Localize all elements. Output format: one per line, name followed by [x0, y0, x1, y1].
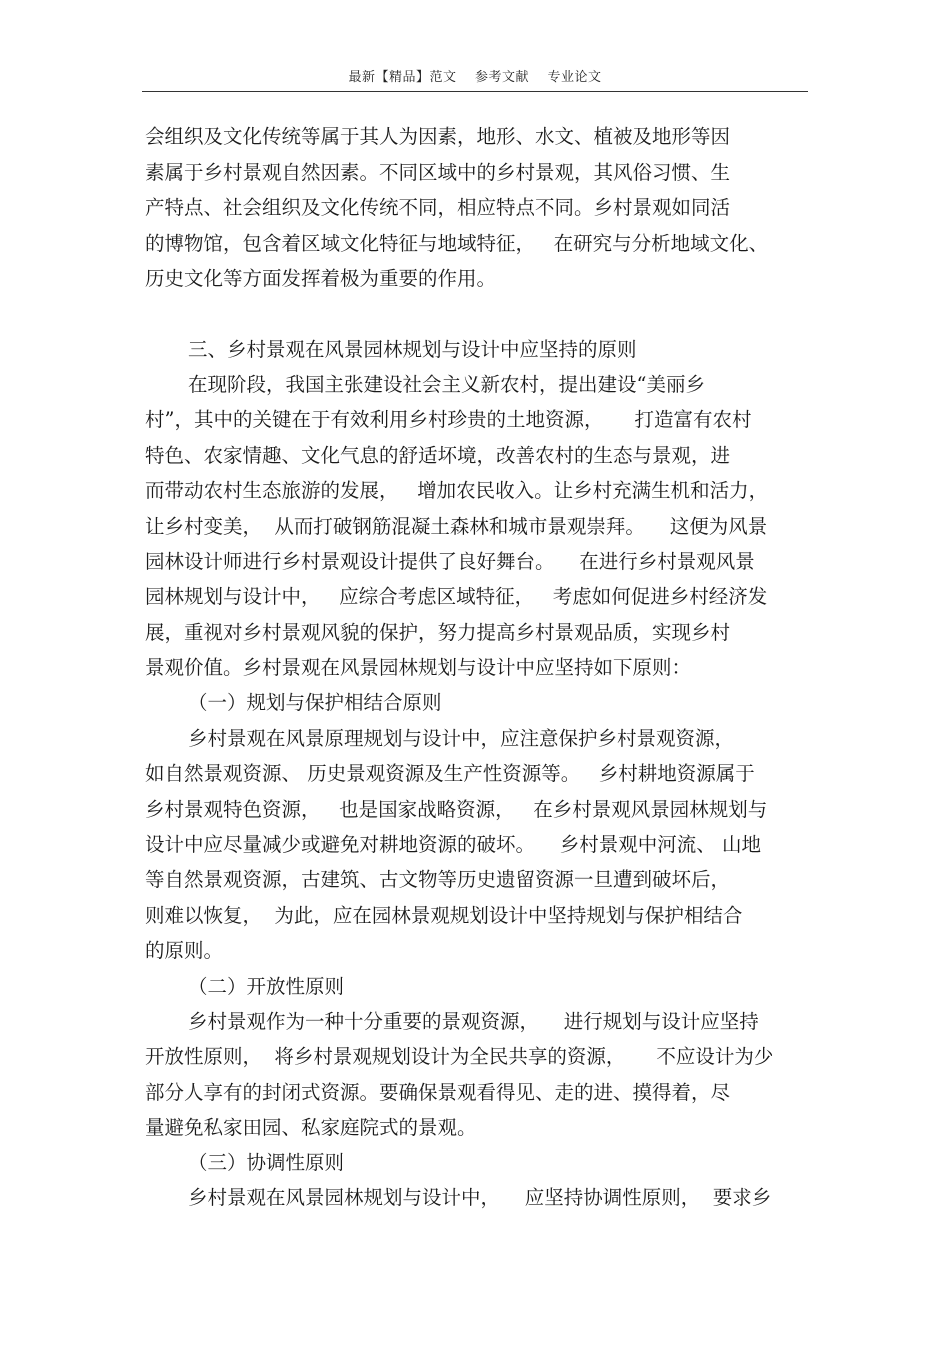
body-line: 园林规划与设计中， 应综合考虑区域特征， 考虑如何促进乡村经济发: [145, 585, 768, 608]
subsection-heading-1: （一）规划与保护相结合原则: [188, 691, 442, 714]
body-line: 历史文化等方面发挥着极为重要的作用。: [145, 267, 497, 290]
body-line: 展，重视对乡村景观风貌的保护，努力提高乡村景观品质，实现乡村: [145, 621, 731, 644]
body-line: 景观价值。乡村景观在风景园林规划与设计中应坚持如下原则：: [145, 656, 692, 679]
paragraph-first-line: 在现阶段，我国主张建设社会主义新农村，提出建设“美丽乡: [188, 373, 705, 396]
body-line: 设计中应尽量减少或避免对耕地资源的破坏。 乡村景观中河流、 山地: [145, 833, 761, 856]
body-line: 园林设计师进行乡村景观设计提供了良好舞台。 在进行乡村景观风景: [145, 550, 755, 573]
page-header: 最新【精品】范文 参考文献 专业论文: [348, 70, 602, 85]
body-line: 等自然景观资源，古建筑、古文物等历史遗留资源一旦遭到破坏后，: [145, 868, 731, 891]
body-line: 会组织及文化传统等属于其人为因素，地形、水文、植被及地形等因: [145, 125, 731, 148]
body-line: 乡村景观特色资源， 也是国家战略资源， 在乡村景观风景园林规划与: [145, 798, 768, 821]
header-divider: [142, 91, 808, 92]
paragraph-first-line: 乡村景观在风景园林规划与设计中， 应坚持协调性原则， 要求乡: [188, 1186, 772, 1209]
body-line: 让乡村变美， 从而打破钢筋混凝土森林和城市景观崇拜。 这便为风景: [145, 515, 768, 538]
body-line: 产特点、社会组织及文化传统不同，相应特点不同。乡村景观如同活: [145, 196, 731, 219]
paragraph-first-line: 乡村景观在风景原理规划与设计中，应注意保护乡村景观资源，: [188, 727, 735, 750]
body-line: 而带动农村生态旅游的发展， 增加农民收入。让乡村充满生机和活力，: [145, 479, 769, 502]
body-line: 量避免私家田园、私家庭院式的景观。: [145, 1116, 477, 1139]
paragraph-first-line: 乡村景观作为一种十分重要的景观资源， 进行规划与设计应坚持: [188, 1010, 759, 1033]
body-line: 如自然景观资源、 历史景观资源及生产性资源等。 乡村耕地资源属于: [145, 762, 755, 785]
body-line: 部分人享有的封闭式资源。要确保景观看得见、走的进、摸得着，尽: [145, 1081, 731, 1104]
subsection-heading-3: （三）协调性原则: [188, 1151, 345, 1174]
section-heading: 三、乡村景观在风景园林规划与设计中应坚持的原则: [188, 338, 637, 361]
body-line: 的博物馆，包含着区域文化特征与地域特征， 在研究与分析地域文化、: [145, 232, 769, 255]
body-line: 的原则。: [145, 939, 224, 962]
body-line: 素属于乡村景观自然因素。不同区域中的乡村景观，其风俗习惯、生: [145, 161, 731, 184]
subsection-heading-2: （二）开放性原则: [188, 975, 345, 998]
body-line: 则难以恢复， 为此，应在园林景观规划设计中坚持规划与保护相结合: [145, 904, 743, 927]
body-line: 开放性原则， 将乡村景观规划设计为全民共享的资源， 不应设计为少: [145, 1045, 774, 1068]
body-line: 村”，其中的关键在于有效利用乡村珍贵的土地资源， 打造富有农村: [145, 408, 752, 431]
body-line: 特色、农家情趣、文化气息的舒适坏境，改善农村的生态与景观，进: [145, 444, 731, 467]
